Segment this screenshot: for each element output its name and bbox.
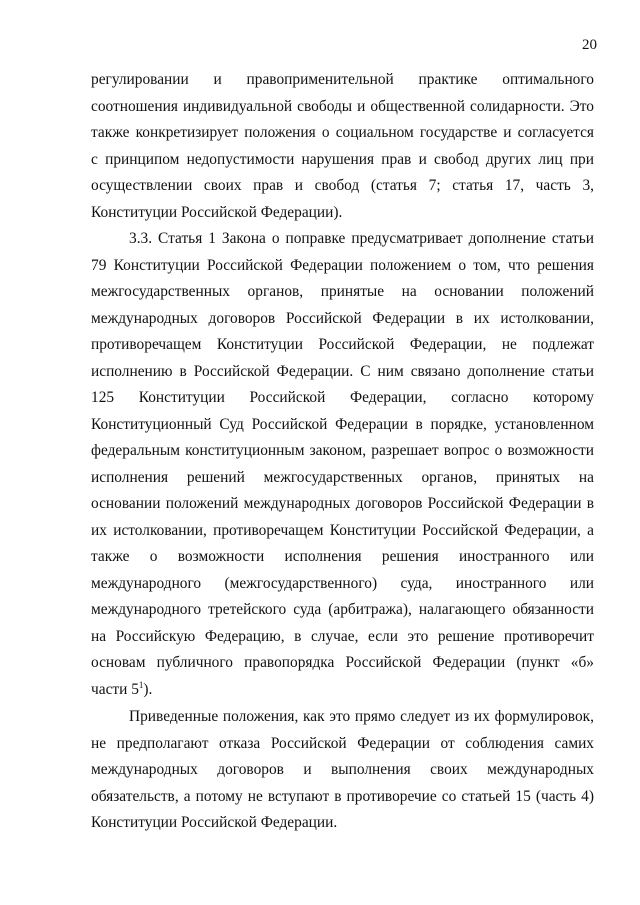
text-line: их истолковании, противоречащем Конституции Российской Федерации, а — [91, 521, 594, 539]
text-line: 79 Конституции Российской Федерации положением о том, что решения — [91, 256, 594, 274]
text-line: соотношения индивидуальной свободы и общественной солидарности. Это — [91, 97, 594, 115]
text-line: федеральным конституционным законом, разрешает вопрос о возможности — [91, 442, 594, 459]
paragraph-2 — [91, 226, 594, 703]
text-line: основании положений международных договоров Российской Федерации в — [91, 495, 594, 512]
text-line: 125 Конституции Российской Федерации, согласно которому — [91, 389, 594, 406]
text-line: международных договоров и выполнения своих международных — [91, 761, 594, 778]
text-line: международных договоров Российской Федерации в их истолковании, — [91, 309, 594, 327]
text-line: Конституции Российской Федерации). — [91, 203, 343, 221]
text-line: не предполагают отказа Российской Федерации от соблюдения самих — [91, 734, 594, 752]
text-line: основам публичного правопорядка Российской Федерации (пункт «б» — [91, 654, 594, 671]
text-line: 3.3. Статья 1 Закона о поправке предусматривает дополнение статьи — [129, 230, 594, 247]
text-fragment: ). — [143, 680, 153, 698]
text-fragment: части 5 — [91, 680, 139, 698]
text-line: на Российскую Федерацию, в случае, если это решение противоречит — [91, 627, 594, 645]
text-line: межгосударственных органов, принятые на основании положений — [91, 283, 594, 300]
superscript: 1 — [138, 679, 144, 690]
text-line: также о возможности исполнения решения иностранного или — [91, 548, 594, 565]
text-line: исполнения решений межгосударственных органов, принятых на — [91, 468, 594, 486]
text-line: противоречащем Конституции Российской Федерации, не подлежат — [91, 336, 594, 353]
text-line: регулировании и правоприменительной практике оптимального — [91, 71, 594, 88]
text-line: международного третейского суда (арбитража), налагающего обязанности — [91, 601, 594, 618]
page-number: 20 — [582, 37, 597, 53]
text-line: Конституции Российской Федерации. — [91, 814, 338, 831]
paragraph-3 — [91, 704, 594, 837]
text-line: осуществлении своих прав и свобод (статья 7; статья 17, часть 3, — [91, 177, 594, 194]
text-line: обязательств, а потому не вступают в противоречие со статьей 15 (часть 4) — [91, 787, 594, 805]
text-line: Конституционный Суд Российской Федерации в порядке, установленном — [91, 415, 594, 433]
text-line: Приведенные положения, как это прямо следует из их формулировок, — [129, 708, 594, 725]
text-line: также конкретизирует положения о социальном государстве и согласуется — [91, 124, 594, 141]
paragraph-1 — [91, 67, 594, 226]
text-line: исполнению в Российской Федерации. С ним связано дополнение статьи — [91, 362, 594, 380]
text-line-last — [91, 677, 594, 704]
text-line: международного (межгосударственного) суда, иностранного или — [91, 574, 594, 592]
text-line: с принципом недопустимости нарушения прав и свобод других лиц при — [91, 150, 594, 168]
